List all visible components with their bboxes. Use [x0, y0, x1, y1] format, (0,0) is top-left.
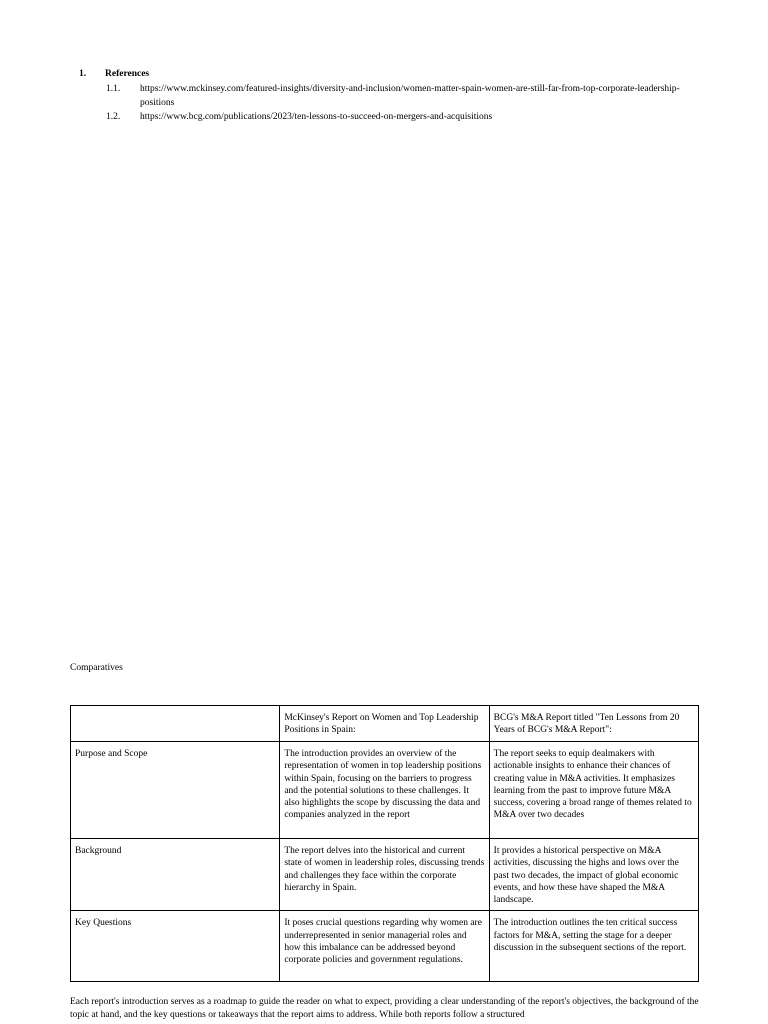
references-heading [79, 68, 149, 82]
reference-number: 1.1. [106, 84, 121, 94]
row-label-background: Background [71, 839, 280, 911]
table-header-empty [71, 706, 280, 742]
cell-mckinsey-key-questions: It poses crucial questions regarding why women are underrepresented in senior managerial roles and how this imbalance can be addressed beyond corporate policies and government regulations. [280, 911, 489, 982]
table-row [71, 742, 699, 839]
comparison-table [70, 705, 699, 982]
cell-mckinsey-purpose: The introduction provides an overview of the representation of women in top leadership positions within Spain, focusing on the barriers to progress and the potential solutions to these challenges. It also highlights the scope by discussing the data and companies analyzed in the report [280, 742, 489, 839]
comparatives-title: Comparatives [70, 663, 123, 673]
table-header-row [71, 706, 699, 742]
summary-paragraph: Each report's introduction serves as a roadmap to guide the reader on what to expect, providing a clear understanding of the report's objectives, the background of the topic at hand, and the key questions or takeaways that the report aims to address. While both reports follow a structured [70, 997, 699, 1020]
reference-number: 1.2. [106, 112, 121, 122]
table-header-mckinsey: McKinsey's Report on Women and Top Leadership Positions in Spain: [280, 706, 489, 742]
reference-link-mckinsey[interactable]: https://www.mckinsey.com/featured-insights/diversity-and-inclusion/women-matter-spain-women-are-still-far-from-top-corporate-leadership-positions [140, 84, 680, 108]
references-title: References [105, 69, 150, 79]
table-header-bcg: BCG's M&A Report titled "Ten Lessons from 20 Years of BCG's M&A Report": [489, 706, 698, 742]
references-number: 1. [79, 69, 87, 79]
reference-link-bcg[interactable]: https://www.bcg.com/publications/2023/ten-lessons-to-succeed-on-mergers-and-acquisitions [140, 112, 493, 122]
row-label-purpose: Purpose and Scope [71, 742, 280, 839]
cell-bcg-background: It provides a historical perspective on M&A activities, discussing the highs and lows over the past two decades, the impact of global economic events, and how these have shaped the M&A landscape. [489, 839, 698, 911]
table-row [71, 839, 699, 911]
cell-bcg-purpose: The report seeks to equip dealmakers with actionable insights to enhance their chances of creating value in M&A activities. It emphasizes learning from the past to improve future M&A success, covering a broad range of themes related to M&A over two decades [489, 742, 698, 839]
table-row [71, 911, 699, 982]
cell-bcg-key-questions: The introduction outlines the ten critical success factors for M&A, setting the stage for a deeper discussion in the subsequent sections of the report. [489, 911, 698, 982]
row-label-key-questions: Key Questions [71, 911, 280, 982]
cell-mckinsey-background: The report delves into the historical and current state of women in leadership roles, discussing trends and challenges they face within the corporate hierarchy in Spain. [280, 839, 489, 911]
